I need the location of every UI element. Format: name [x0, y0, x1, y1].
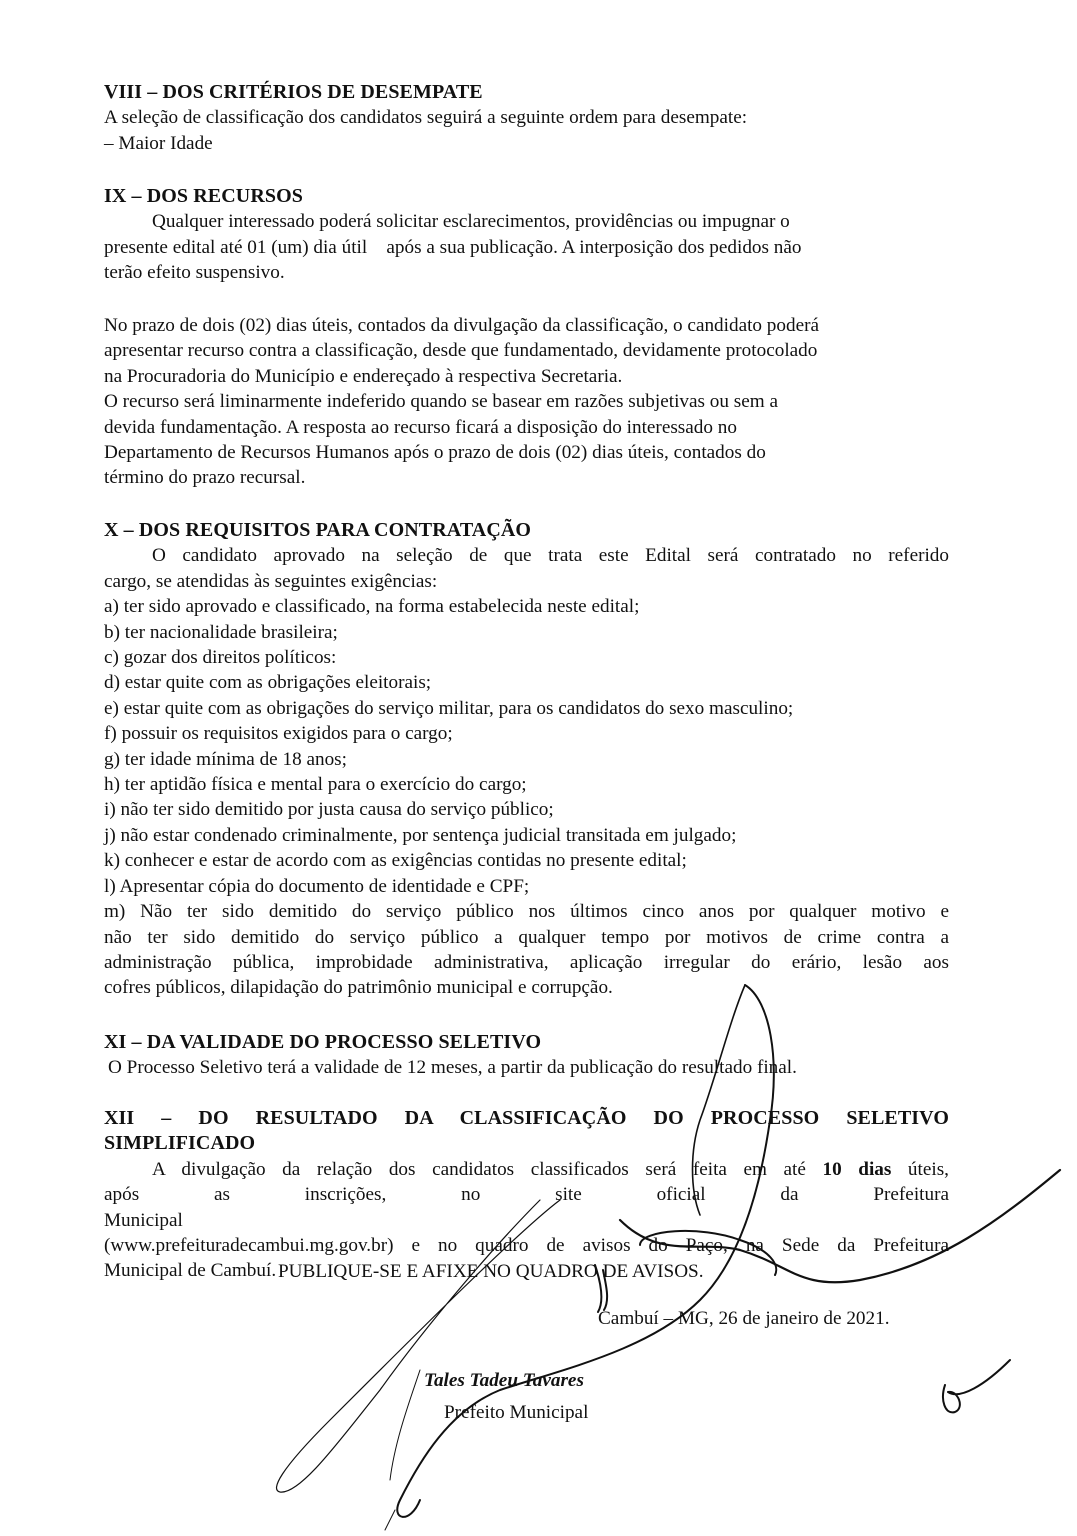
paragraph-line: cargo, se atendidas às seguintes exigências: — [104, 570, 438, 592]
section-title: XII – DO RESULTADO DA CLASSIFICAÇÃO DO PROCESSO SELETIVO — [104, 1107, 949, 1129]
initials-mark — [943, 1360, 1010, 1412]
paragraph-line — [104, 1157, 949, 1182]
paragraph-line: devida fundamentação. A resposta ao recurso ficará a disposição do interessado no — [104, 416, 737, 438]
section-xi — [104, 1030, 949, 1081]
paragraph: A seleção de classificação dos candidatos seguirá a seguinte ordem para desempate: — [104, 107, 748, 129]
section-title: XI – DA VALIDADE DO PROCESSO SELETIVO — [104, 1031, 542, 1053]
requirement-item: k) conhecer e estar de acordo com as exigências contidas no presente edital; — [104, 850, 687, 872]
requirement-item: b) ter nacionalidade brasileira; — [104, 621, 338, 643]
publish-notice: PUBLIQUE-SE E AFIXE NO QUADRO DE AVISOS. — [278, 1261, 704, 1282]
paragraph-line: No prazo de dois (02) dias úteis, contados da divulgação da classificação, o candidato poderá — [104, 315, 820, 336]
requirement-item-m: não ter sido demitido do serviço público a qualquer tempo por motivos de crime contra a — [104, 926, 949, 948]
list-item: – Maior Idade — [104, 132, 213, 154]
requirement-item: j) não estar condenado criminalmente, por sentença judicial transitada em julgado; — [104, 824, 737, 846]
signer-name: Tales Tadeu Tavares — [424, 1370, 584, 1391]
signer-title: Prefeito Municipal — [444, 1402, 589, 1424]
website-line: (www.prefeituradecambui.mg.gov.br) e no quadro de avisos do Paço, na Sede da Prefeitura — [104, 1235, 949, 1257]
section-ix — [104, 184, 949, 286]
signer-block — [424, 1368, 724, 1426]
paragraph-line: término do prazo recursal. — [104, 467, 306, 489]
paragraph: O Processo Seletivo terá a validade de 12 meses, a partir da publicação do resultado final. — [108, 1057, 797, 1079]
paragraph-line: Departamento de Recursos Humanos após o prazo de dois (02) dias úteis, contados do — [104, 442, 766, 464]
paragraph-line: O candidato aprovado na seleção de que trata este Edital será contratado no referido — [152, 545, 949, 567]
requirement-item: e) estar quite com as obrigações do serviço militar, para os candidatos do sexo masculino; — [104, 697, 794, 719]
requirement-item: h) ter aptidão física e mental para o exercício do cargo; — [104, 774, 527, 796]
text-run: A divulgação da relação dos candidatos classificados será feita em até — [152, 1158, 823, 1180]
paragraph-line: presente edital até 01 (um) dia útil após a sua publicação. A interposição dos pedidos não — [104, 236, 802, 258]
section-ix-appeal — [104, 313, 949, 491]
requirement-item: f) possuir os requisitos exigidos para o cargo; — [104, 723, 453, 745]
requirement-item: g) ter idade mínima de 18 anos; — [104, 748, 347, 770]
requirement-item: l) Apresentar cópia do documento de identidade e CPF; — [104, 875, 530, 897]
paragraph-line: apresentar recurso contra a classificação, desde que fundamentado, devidamente protocolado — [104, 340, 818, 362]
section-title: X – DOS REQUISITOS PARA CONTRATAÇÃO — [104, 519, 532, 541]
paragraph-line: Qualquer interessado poderá solicitar esclarecimentos, providências ou impugnar o — [152, 211, 790, 233]
text-run: úteis, — [891, 1158, 949, 1180]
section-xii — [104, 1106, 949, 1284]
publish-line — [278, 1259, 878, 1284]
signature-lower-stroke — [385, 1370, 420, 1530]
paragraph-line: na Procuradoria do Município e endereçado à respectiva Secretaria. — [104, 365, 623, 387]
requirement-item: a) ter sido aprovado e classificado, na forma estabelecida neste edital; — [104, 596, 640, 618]
section-title: IX – DOS RECURSOS — [104, 185, 303, 207]
section-title-cont: SIMPLIFICADO — [104, 1132, 256, 1155]
bold-days: 10 dias — [822, 1158, 892, 1180]
section-title: VIII – DOS CRITÉRIOS DE DESEMPATE — [104, 81, 483, 103]
requirement-item: i) não ter sido demitido por justa causa do serviço público; — [104, 799, 554, 821]
section-x — [104, 518, 949, 1001]
requirement-item-m: m) Não ter sido demitido do serviço público nos últimos cinco anos por qualquer motivo e — [104, 901, 949, 923]
paragraph-line: terão efeito suspensivo. — [104, 262, 285, 284]
place-date-block — [598, 1306, 958, 1331]
paragraph-line: Municipal de Cambuí. — [104, 1260, 277, 1282]
requirement-item: c) gozar dos direitos políticos: — [104, 647, 337, 669]
paragraph-line: após as inscrições, no site oficial da Prefeitura Municipal — [104, 1184, 949, 1231]
section-viii — [104, 80, 949, 156]
requirement-item-m: administração pública, improbidade administrativa, aplicação irregular do erário, lesão aos — [104, 951, 949, 973]
requirement-item-m: cofres públicos, dilapidação do patrimônio municipal e corrupção. — [104, 977, 613, 999]
place-date: Cambuí – MG, 26 de janeiro de 2021. — [598, 1308, 890, 1329]
requirement-item: d) estar quite com as obrigações eleitorais; — [104, 672, 432, 694]
paragraph-line: O recurso será liminarmente indeferido quando se basear em razões subjetivas ou sem a — [104, 391, 778, 413]
